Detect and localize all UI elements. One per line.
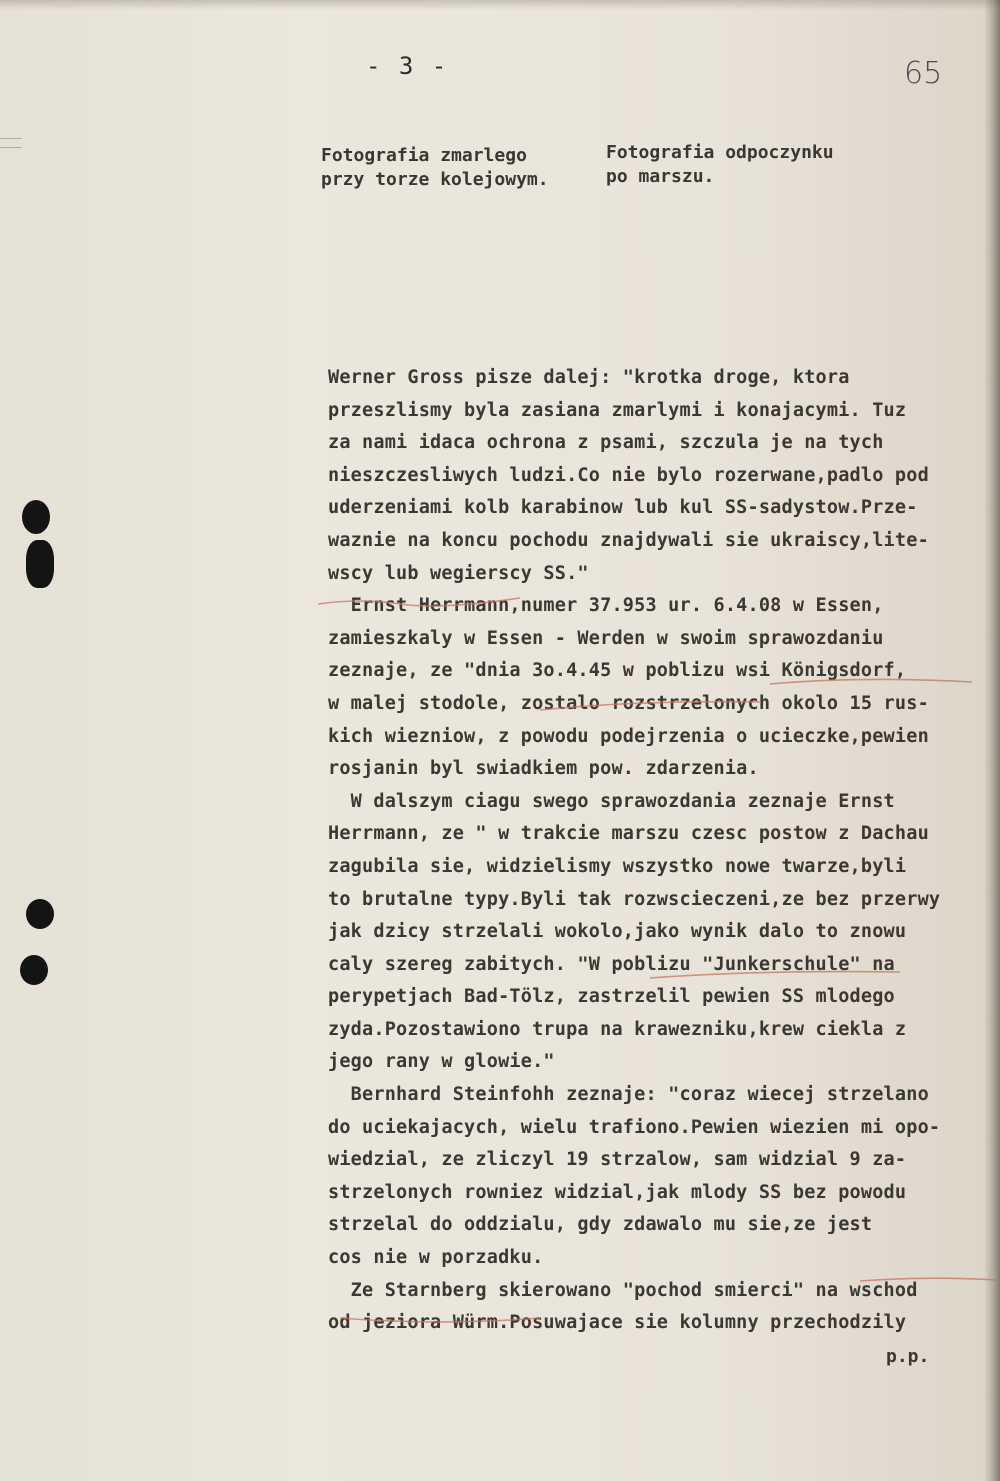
body-line: zamieszkaly w Essen - Werden w swoim sprawozdaniu xyxy=(328,627,884,649)
red-underline xyxy=(650,972,900,978)
body-line: wscy lub wegierscy SS." xyxy=(328,562,589,584)
body-line: W dalszym ciagu swego sprawozdania zeznaje Ernst xyxy=(328,790,895,812)
body-line: za nami idaca ochrona z psami, szczula je na tych xyxy=(328,432,884,454)
body-line: Herrmann, ze " w trakcie marszu czesc postow z Dachau xyxy=(328,823,929,845)
body-line: rosjanin byl swiadkiem pow. zdarzenia. xyxy=(328,758,759,780)
body-line: waznie na koncu pochodu znajdywali sie ukraiscy,lite- xyxy=(328,529,929,551)
body-line: nieszczesliwych ludzi.Co nie bylo rozerwane,padlo pod xyxy=(328,464,929,486)
body-line: Ernst Herrmann,numer 37.953 ur. 6.4.08 w Essen, xyxy=(328,595,884,617)
body-line: jego rany w glowie." xyxy=(328,1051,555,1073)
body-line: zyda.Pozostawiono trupa na krawezniku,krew ciekla z xyxy=(328,1018,907,1040)
body-line: od jeziora Würm.Posuwajace sie kolumny przechodzily xyxy=(328,1312,907,1334)
continuation-mark: p.p. xyxy=(886,1346,930,1367)
body-line: strzelonych rowniez widzial,jak mlody SS bez powodu xyxy=(328,1181,907,1203)
body-line: wiedzial, ze zliczyl 19 strzalow, sam widzial 9 za- xyxy=(328,1149,907,1171)
red-underline xyxy=(318,598,520,606)
punch-hole xyxy=(26,899,54,929)
body-line: Werner Gross pisze dalej: "krotka droge, ktora xyxy=(328,367,850,388)
body-line: caly szereg zabitych. "W poblizu "Junkerschule" na xyxy=(328,953,895,975)
punch-hole xyxy=(20,955,48,985)
body-line: strzelal do oddzialu, gdy zdawalo mu sie,ze jest xyxy=(328,1214,873,1236)
caption-right-line-2: po marszu. xyxy=(606,166,715,187)
body-line: to brutalne typy.Byli tak rozwscieczeni,ze bez przerwy xyxy=(328,888,941,910)
page-number: - 3 - xyxy=(366,52,449,80)
body-line: jak dzicy strzelali wokolo,jako wynik dalo to znowu xyxy=(328,921,907,943)
punch-hole xyxy=(26,540,54,588)
body-line: w malej stodole, zostalo rozstrzelonych okolo 15 rus- xyxy=(328,692,929,714)
body-line: cos nie w porzadku. xyxy=(328,1247,544,1269)
folio-number: 65 xyxy=(904,56,943,91)
caption-left-line-2: przy torze kolejowym. xyxy=(321,169,549,190)
body-line: kich wiezniow, z powodu podejrzenia o ucieczke,pewien xyxy=(328,725,929,747)
body-line: uderzeniami kolb karabinow lub kul SS-sadystow.Prze- xyxy=(328,497,918,519)
red-underline xyxy=(860,1278,996,1281)
body-line: zagubila sie, widzielismy wszystko nowe twarze,byli xyxy=(328,855,907,877)
red-underline xyxy=(770,679,972,684)
punch-hole xyxy=(22,500,50,534)
body-line: do uciekajacych, wielu trafiono.Pewien wiezien mi opo- xyxy=(328,1116,941,1138)
caption-left-line-1: Fotografia zmarlego xyxy=(321,145,527,166)
caption-right-line-1: Fotografia odpoczynku xyxy=(606,142,834,163)
body-line: Ze Starnberg skierowano "pochod smierci" na wschod xyxy=(328,1279,918,1301)
red-underline xyxy=(540,702,760,710)
body-line: zeznaje, ze "dnia 3o.4.45 w poblizu wsi Königsdorf, xyxy=(328,660,907,682)
body-line: Bernhard Steinfohh zeznaje: "coraz wiecej strzelano xyxy=(328,1084,929,1106)
body-line: perypetjach Bad-Tölz, zastrzelil pewien SS mlodego xyxy=(328,986,895,1008)
body-line: przeszlismy byla zasiana zmarlymi i konajacymi. Tuz xyxy=(328,399,907,421)
red-underline xyxy=(340,1318,540,1322)
